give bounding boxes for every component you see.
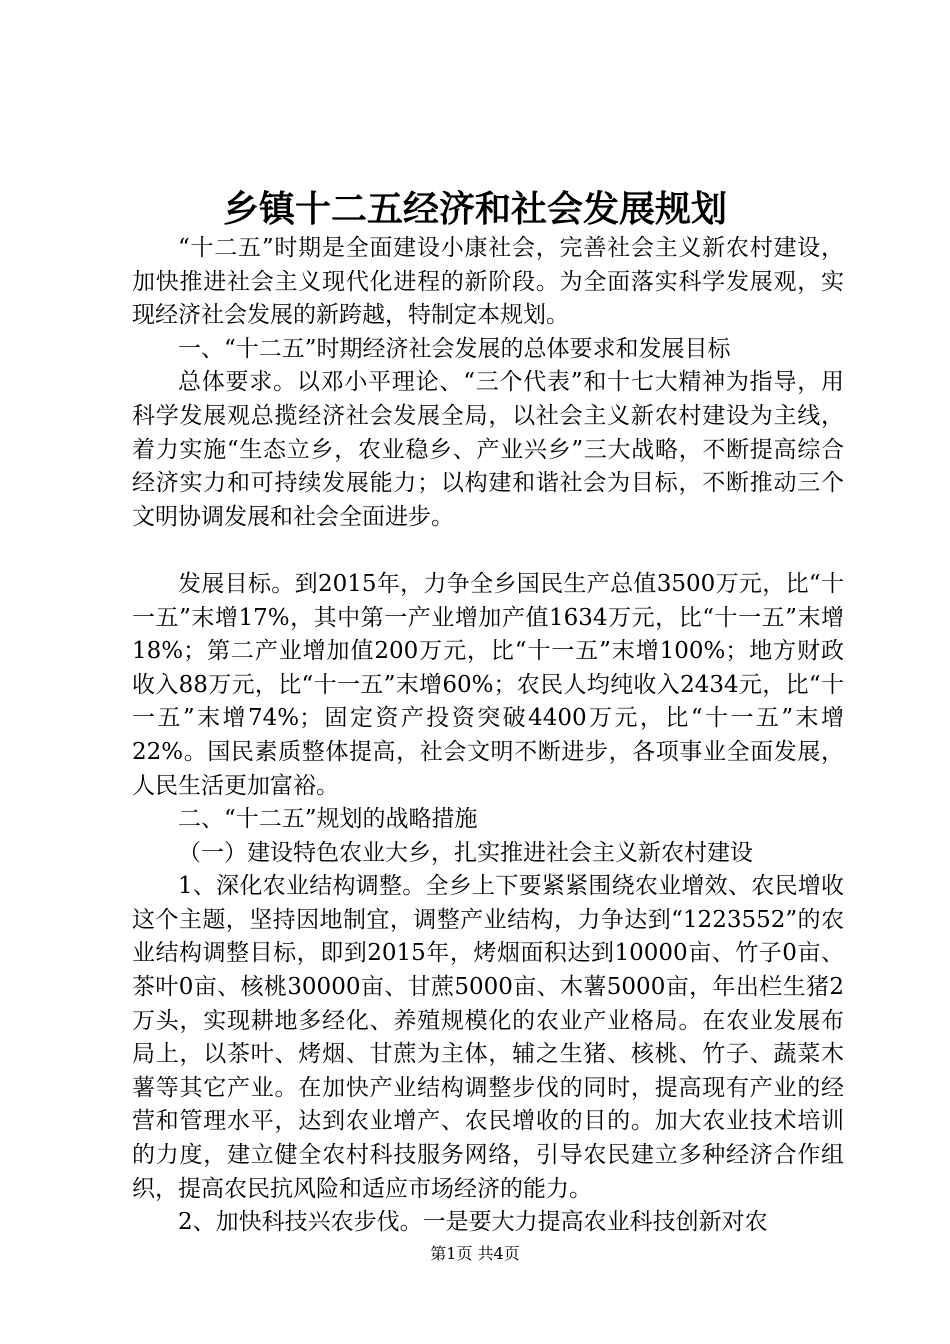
- subsection-heading-1: （一）建设特色农业大乡，扎实推进社会主义新农村建设: [178, 839, 753, 866]
- page-footer: 第1页 共4页: [430, 1244, 520, 1263]
- paragraph-intro: “十二五”时期是全面建设小康社会，完善社会主义新农村建设，加快推进社会主义现代化进程的新阶段。为全面落实科学发展观，实现经济社会发展的新跨越，特制定本规划。: [132, 235, 844, 329]
- paragraph-general-requirements: 总体要求。以邓小平理论、“三个代表”和十七大精神为指导，用科学发展观总揽经济社会发展全局，以社会主义新农村建设为主线，着力实施“生态立乡，农业稳乡、产业兴乡”三大战略，不断提高综合经济实力和可持续发展能力；以构建和谐社会为目标，不断推动三个文明协调发展和社会全面进步。: [132, 369, 844, 530]
- section-heading-1: 一、“十二五”时期经济社会发展的总体要求和发展目标: [178, 335, 731, 362]
- paragraph-development-goals: 发展目标。到2015年，力争全乡国民生产总值3500万元，比“十一五”末增17%，其中第一产业增加产值1634万元，比“十一五”末增18%；第二产业增加值200万元，比“十一五”末增100%；地方财政收入88万元，比“十一五”末增60%；农民人均纯收入2434元，比“十一五”末增74%；固定资产投资突破4400万元，比“十一五”末增22%。国民素质整体提高，社会文明不断进步，各项事业全面发展，人民生活更加富裕。: [132, 570, 844, 799]
- paragraph-science-technology: 2、加快科技兴农步伐。一是要大力提高农业科技创新对农: [178, 1209, 768, 1236]
- section-heading-2: 二、“十二五”规划的战略措施: [178, 806, 478, 833]
- paragraph-structure-adjustment: 1、深化农业结构调整。全乡上下要紧紧围绕农业增效、农民增收这个主题，坚持因地制宜，调整产业结构，力争达到“1223552”的农业结构调整目标，即到2015年，烤烟面积达到10000亩、竹子0亩、茶叶0亩、核桃30000亩、甘蔗5000亩、木薯5000亩，年出栏生猪2万头，实现耕地多经化、养殖规模化的农业产业格局。在农业发展布局上，以茶叶、烤烟、甘蔗为主体，辅之生猪、核桃、竹子、蔬菜木薯等其它产业。在加快产业结构调整步伐的同时，提高现有产业的经营和管理水平，达到农业增产、农民增收的目的。加大农业技术培训的力度，建立健全农村科技服务网络，引导农民建立多种经济合作组织，提高农民抗风险和适应市场经济的能力。: [132, 873, 844, 1202]
- document-body: [132, 232, 844, 1240]
- document-title: 乡镇十二五经济和社会发展规划: [222, 189, 727, 230]
